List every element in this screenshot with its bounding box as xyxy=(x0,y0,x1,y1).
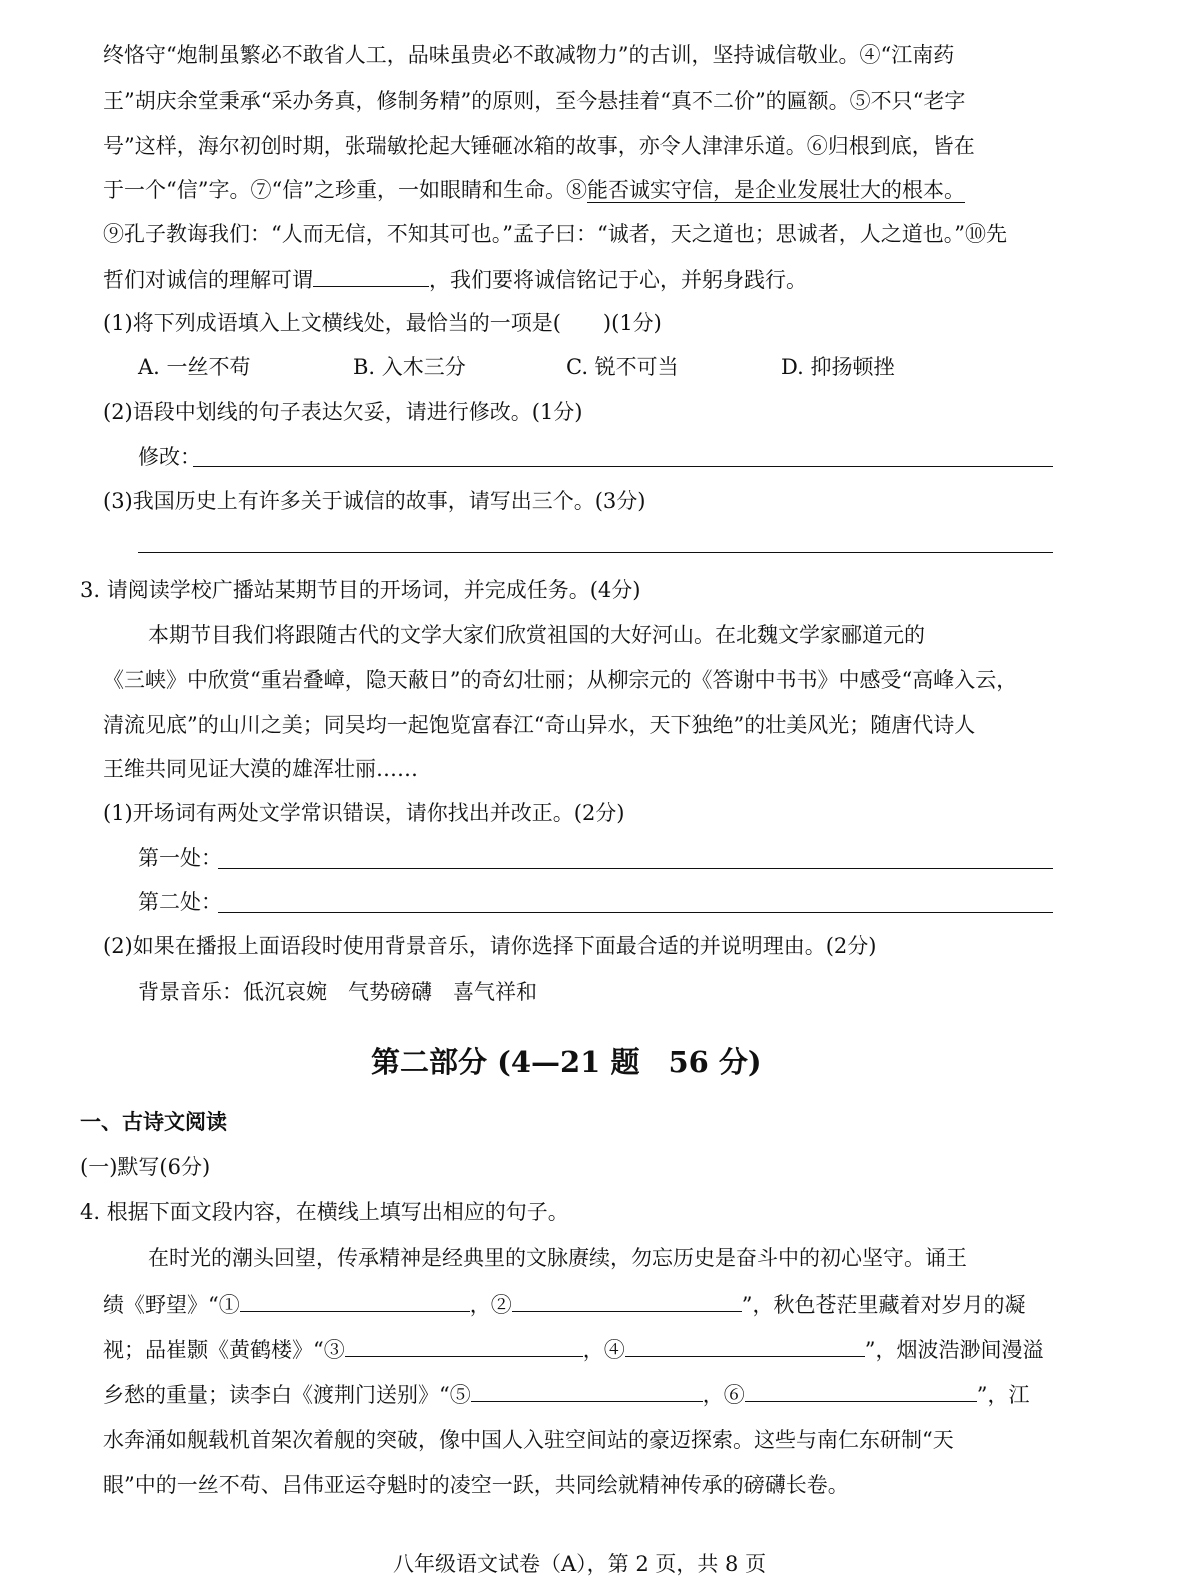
q2-sub3: (3)我国历史上有许多关于诚信的故事，请写出三个。(3分) xyxy=(103,489,646,513)
q3-title: 3. 请阅读学校广播站某期节目的开场词，并完成任务。(4分) xyxy=(80,578,641,602)
q3-sub1: (1)开场词有两处文学常识错误，请你找出并改正。(2分) xyxy=(103,801,625,825)
music-options: 背景音乐：低沉哀婉 气势磅礴 喜气祥和 xyxy=(138,980,537,1004)
underlined-sentence: 能否诚实守信，是企业发展壮大的根本。 xyxy=(586,178,965,202)
q4-line-3-end: ”，烟波浩渺间漫溢 xyxy=(864,1338,1044,1362)
option-d[interactable]: D. 抑扬顿挫 xyxy=(781,355,895,379)
section-heading: 一、古诗文阅读 xyxy=(80,1109,227,1134)
q4-line-5: 水奔涌如舰载机首架次着舰的突破，像中国人入驻空间站的豪迈探索。这些与南仁东研制“天 xyxy=(103,1428,954,1452)
passage-line-4 xyxy=(103,175,965,205)
q2-sub1: (1)将下列成语填入上文横线处，最恰当的一项是( )(1分) xyxy=(103,311,662,335)
passage-line-3: 号”这样，海尔初创时期，张瑞敏抡起大锤砸冰箱的故事，亦令人津津乐道。⑥归根到底，皆在 xyxy=(103,134,975,158)
q3-para-line-3: 清流见底”的山川之美；同吴均一起饱览富春江“奇山异水，天下独绝”的壮美风光；随唐代诗人 xyxy=(103,713,976,737)
q3-para-line-2: 《三峡》中欣赏“重岩叠嶂，隐天蔽日”的奇幻壮丽；从柳宗元的《答谢中书书》中感受“高峰入云， xyxy=(103,668,1018,692)
q4-line-4-start: 乡愁的重量；读李白《渡荆门送别》“⑤ xyxy=(103,1383,471,1407)
q4-line-3-mid: ，④ xyxy=(582,1338,625,1362)
idiom-blank[interactable] xyxy=(313,264,429,287)
option-a[interactable]: A. 一丝不苟 xyxy=(138,355,251,379)
passage-line-6 xyxy=(103,264,807,295)
option-c[interactable]: C. 锐不可当 xyxy=(566,355,679,379)
q4-line-2-end: ”，秋色苍茫里藏着对岁月的凝 xyxy=(741,1293,1026,1317)
q4-line-2-start: 绩《野望》“① xyxy=(103,1293,240,1317)
q3-para-line-4: 王维共同见证大漠的雄浑壮丽…… xyxy=(103,757,418,781)
q4-title: 4. 根据下面文段内容，在横线上填写出相应的句子。 xyxy=(80,1200,569,1224)
dictation-heading: (一)默写(6分) xyxy=(80,1155,211,1179)
blank-5[interactable] xyxy=(471,1379,703,1402)
first-error-line[interactable] xyxy=(218,868,1053,869)
passage-line-1: 终恪守“炮制虽繁必不敢省人工，品味虽贵必不敢减物力”的古训，坚持诚信敬业。④“江南药 xyxy=(103,43,955,67)
second-error-line[interactable] xyxy=(218,912,1053,913)
stories-answer-line[interactable] xyxy=(138,552,1053,553)
blank-2[interactable] xyxy=(512,1289,742,1312)
passage-line-6-start: 哲们对诚信的理解可谓 xyxy=(103,268,313,292)
passage-line-2: 王”胡庆余堂秉承“采办务真，修制务精”的原则，至今悬挂着“真不二价”的匾额。⑤不只“老字 xyxy=(103,89,966,113)
passage-line-4-text: 于一个“信”字。⑦“信”之珍重，一如眼睛和生命。⑧ xyxy=(103,178,587,202)
q2-sub2: (2)语段中划线的句子表达欠妥，请进行修改。(1分) xyxy=(103,400,583,424)
blank-3[interactable] xyxy=(345,1334,583,1357)
first-error-label: 第一处： xyxy=(138,846,222,870)
q4-line-4-mid: ，⑥ xyxy=(702,1383,745,1407)
q4-line-3-start: 视；品崔颢《黄鹤楼》“③ xyxy=(103,1338,345,1362)
passage-line-6-end: ，我们要将诚信铭记于心，并躬身践行。 xyxy=(429,268,807,292)
fix-answer-line[interactable] xyxy=(193,466,1053,467)
q4-line-4-end: ”，江 xyxy=(976,1383,1030,1407)
q4-line-2-mid: ，② xyxy=(469,1293,512,1317)
second-error-label: 第二处： xyxy=(138,890,222,914)
q4-line-2 xyxy=(103,1289,1026,1320)
passage-line-5: ⑨孔子教诲我们：“人而无信，不知其可也。”孟子曰：“诚者，天之道也；思诚者，人之道也。”⑩先 xyxy=(103,222,1007,246)
q4-line-4 xyxy=(103,1379,1029,1410)
blank-1[interactable] xyxy=(240,1289,470,1312)
q4-line-1: 在时光的潮头回望，传承精神是经典里的文脉赓续，勿忘历史是奋斗中的初心坚守。诵王 xyxy=(148,1246,967,1270)
blank-4[interactable] xyxy=(625,1334,865,1357)
part2-title: 第二部分 (4—21 题 56 分) xyxy=(371,1045,762,1079)
fix-label: 修改： xyxy=(138,445,201,469)
q3-para-line-1: 本期节目我们将跟随古代的文学大家们欣赏祖国的大好河山。在北魏文学家郦道元的 xyxy=(148,623,925,647)
page-footer: 八年级语文试卷（A），第 2 页，共 8 页 xyxy=(393,1552,767,1576)
blank-6[interactable] xyxy=(745,1379,977,1402)
option-b[interactable]: B. 入木三分 xyxy=(353,355,466,379)
q4-line-6: 眼”中的一丝不苟、吕伟亚运夺魁时的凌空一跃，共同绘就精神传承的磅礴长卷。 xyxy=(103,1473,849,1497)
q4-line-3 xyxy=(103,1334,1044,1365)
q3-sub2: (2)如果在播报上面语段时使用背景音乐，请你选择下面最合适的并说明理由。(2分) xyxy=(103,934,877,958)
